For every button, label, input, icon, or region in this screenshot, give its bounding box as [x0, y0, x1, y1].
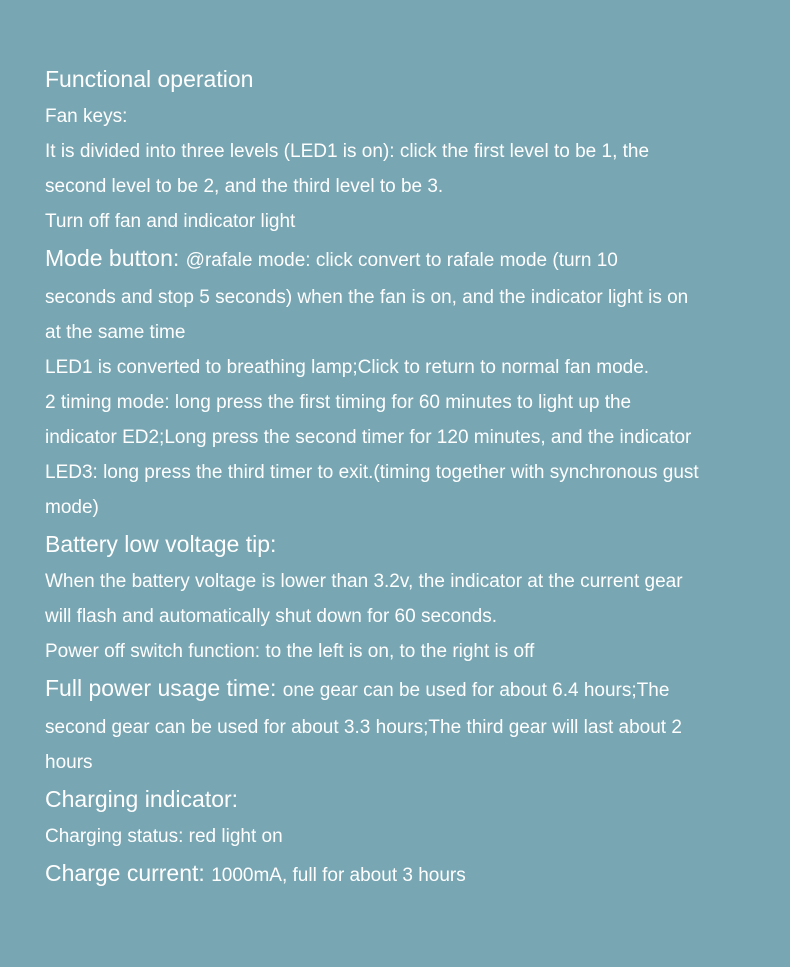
functional-operation-heading: [45, 60, 744, 99]
usage-line-2: second gear can be used for about 3.3 hours;The third gear will last about 2: [45, 717, 682, 738]
mode-line-8: mode): [45, 497, 99, 518]
charge-current-value: 1000mA, full for about 3 hours: [211, 865, 466, 886]
functional-operation-title: Functional operation: [45, 66, 254, 92]
fan-keys-label: Fan keys:: [45, 106, 128, 127]
mode-line-3: at the same time: [45, 322, 186, 343]
mode-line-6: indicator ED2;Long press the second timer for 120 minutes, and the indicator: [45, 427, 692, 448]
battery-line-2: will flash and automatically shut down for 60 seconds.: [45, 606, 498, 627]
battery-line-1: When the battery voltage is lower than 3.2v, the indicator at the current gear: [45, 571, 683, 592]
fan-levels-line-1: It is divided into three levels (LED1 is on): click the first level to be 1, the: [45, 141, 650, 162]
mode-line-2: seconds and stop 5 seconds) when the fan is on, and the indicator light is on: [45, 287, 689, 308]
mode-line-7: LED3: long press the third timer to exit.(timing together with synchronous gust: [45, 462, 699, 483]
charging-heading: [45, 780, 744, 819]
battery-title: Battery low voltage tip:: [45, 531, 277, 557]
charge-current-title: Charge current:: [45, 860, 205, 886]
usage-title: Full power usage time:: [45, 675, 277, 701]
mode-button-heading: [45, 239, 744, 280]
mode-button-title: Mode button:: [45, 245, 180, 271]
charge-current-heading: [45, 854, 744, 895]
battery-heading: [45, 525, 744, 564]
usage-line-3: hours: [45, 752, 93, 773]
charging-status-line: Charging status: red light on: [45, 826, 283, 847]
mode-line-1: @rafale mode: click convert to rafale mode (turn 10: [185, 250, 618, 271]
charging-title: Charging indicator:: [45, 786, 239, 812]
fan-turn-off-line: Turn off fan and indicator light: [45, 211, 296, 232]
usage-line-1: one gear can be used for about 6.4 hours;The: [282, 680, 670, 701]
mode-line-4: LED1 is converted to breathing lamp;Click to return to normal fan mode.: [45, 357, 650, 378]
fan-levels-line-2: second level to be 2, and the third level to be 3.: [45, 176, 444, 197]
battery-line-3: Power off switch function: to the left is on, to the right is off: [45, 641, 535, 662]
usage-heading: [45, 669, 744, 710]
mode-line-5: 2 timing mode: long press the first timing for 60 minutes to light up the: [45, 392, 632, 413]
